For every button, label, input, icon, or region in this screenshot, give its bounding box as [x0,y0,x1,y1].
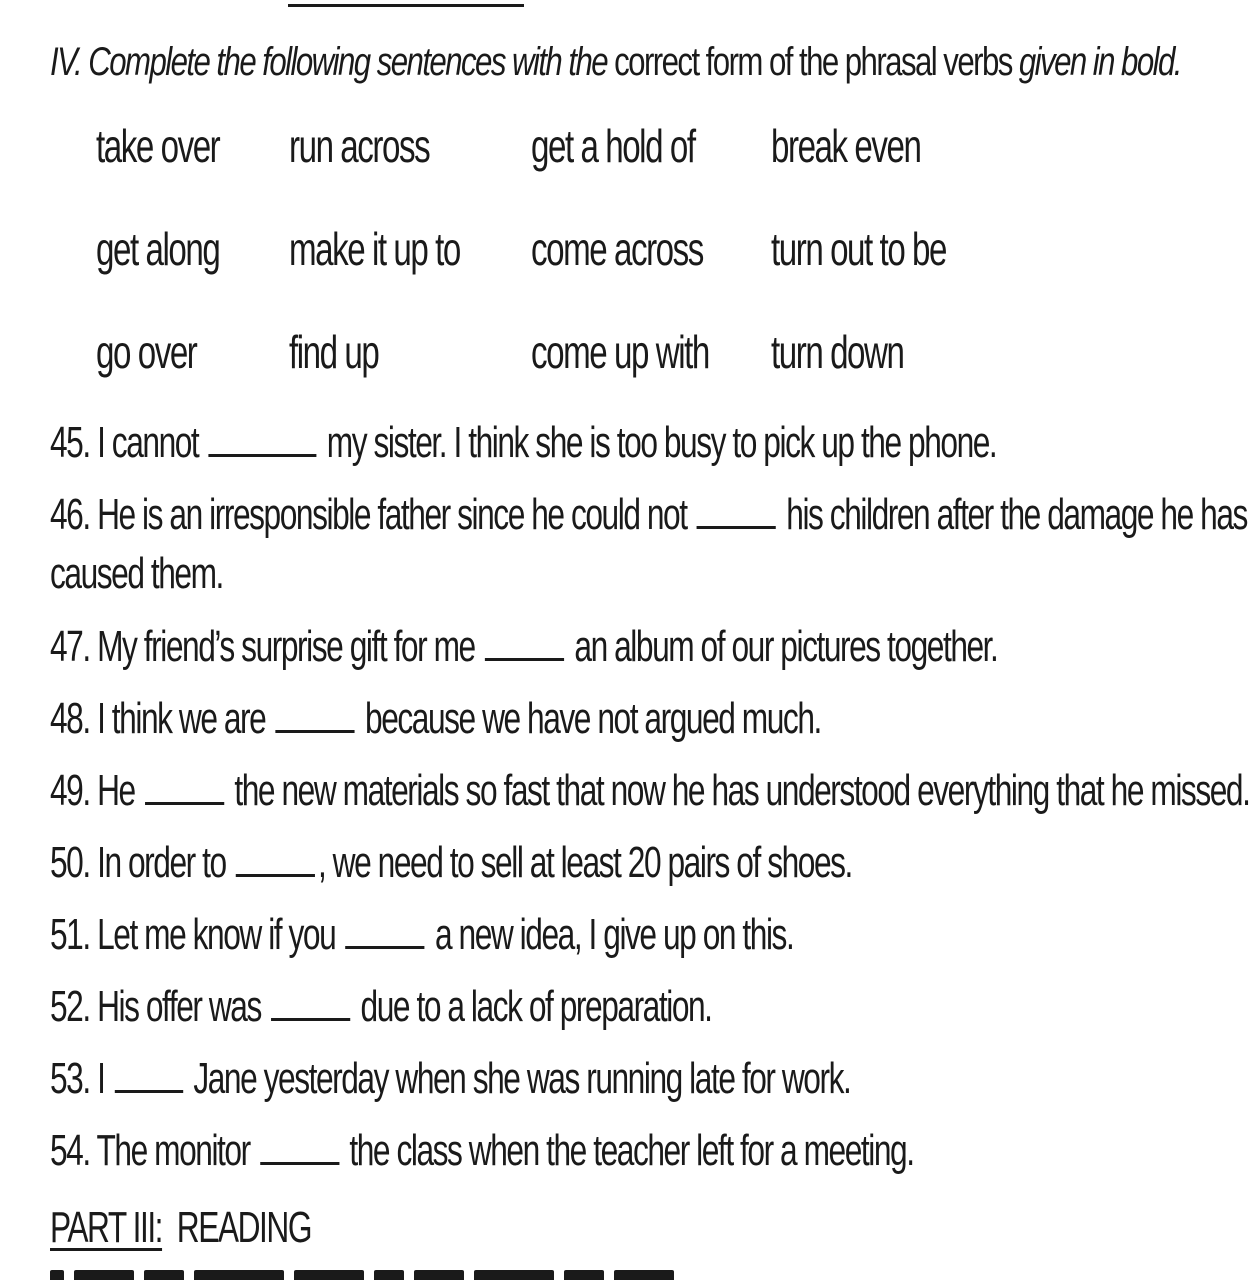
question-text: 50. In order to [50,838,234,887]
answer-blank[interactable] [260,1124,339,1165]
phrasal-verb: come up with [531,326,709,378]
word-bank-row [96,221,996,324]
question-text: Jane yesterday when she was running late for work. [185,1054,851,1103]
heading-instruction-upright: correct form of the phrasal verbs [614,40,1019,84]
answer-blank-line [288,4,524,7]
part-heading [50,1202,311,1254]
question-text: his children after the damage he has [778,490,1247,539]
question-text: 51. Let me know if you [50,910,343,959]
phrasal-verb: run across [289,120,430,172]
answer-blank[interactable] [485,620,564,661]
part-title: READING [176,1203,312,1252]
phrasal-verb: come across [531,223,703,275]
question-text: the class when the teacher left for a meeting. [342,1126,914,1175]
question-text: because we have not argued much. [357,694,821,743]
question-text: 53. I [50,1054,112,1103]
question-47 [50,620,998,692]
answer-blank[interactable] [271,980,350,1021]
word-bank-row [96,118,996,221]
part-label: PART III: [50,1203,163,1252]
answer-blank[interactable] [346,908,425,949]
heading-instruction: IV. Complete the following sentences with the [50,40,615,84]
phrasal-verb: get a hold of [531,120,695,172]
cropped-text-line [50,1270,710,1280]
section-heading [50,38,1181,86]
phrasal-verb-bank [96,118,996,427]
question-text: my sister. I think she is too busy to pick up the phone. [319,418,997,467]
phrasal-verb: turn down [771,326,904,378]
question-text: 45. I cannot [50,418,206,467]
phrasal-verb: turn out to be [771,223,947,275]
phrasal-verb: break even [771,120,921,172]
phrasal-verb: find up [289,326,379,378]
question-51 [50,908,794,980]
phrasal-verb: take over [96,120,220,172]
question-46-continuation [50,548,756,620]
question-text: an album of our pictures together. [567,622,998,671]
question-49 [50,764,1249,836]
question-text: 52. His offer was [50,982,269,1031]
answer-blank[interactable] [236,836,315,877]
question-text: 47. My friend’s surprise gift for me [50,622,483,671]
question-list [50,416,1249,1196]
question-text: caused them. [50,549,223,598]
question-46 [50,488,1247,548]
question-text: 49. He [50,766,143,815]
question-text: , we need to sell at least 20 pairs of shoes. [317,838,852,887]
question-text: due to a lack of preparation. [353,982,712,1031]
answer-blank[interactable] [209,416,317,457]
heading-instruction-end: given in bold. [1018,40,1181,84]
question-45 [50,416,997,488]
phrasal-verb: make it up to [289,223,460,275]
phrasal-verb: go over [96,326,197,378]
question-text: 46. He is an irresponsible father since he could not [50,490,694,539]
answer-blank[interactable] [145,764,224,805]
question-53 [50,1052,851,1124]
question-text: a new idea, I give up on this. [427,910,794,959]
answer-blank[interactable] [697,488,776,529]
word-bank-row [96,324,996,427]
question-52 [50,980,756,1052]
question-54 [50,1124,914,1196]
phrasal-verb: get along [96,223,220,275]
question-50 [50,836,852,908]
question-48 [50,692,821,764]
question-text: the new materials so fast that now he has understood everything that he missed. [227,766,1249,815]
answer-blank[interactable] [276,692,355,733]
question-text: 54. The monitor [50,1126,258,1175]
question-text: 48. I think we are [50,694,273,743]
answer-blank[interactable] [115,1052,183,1093]
